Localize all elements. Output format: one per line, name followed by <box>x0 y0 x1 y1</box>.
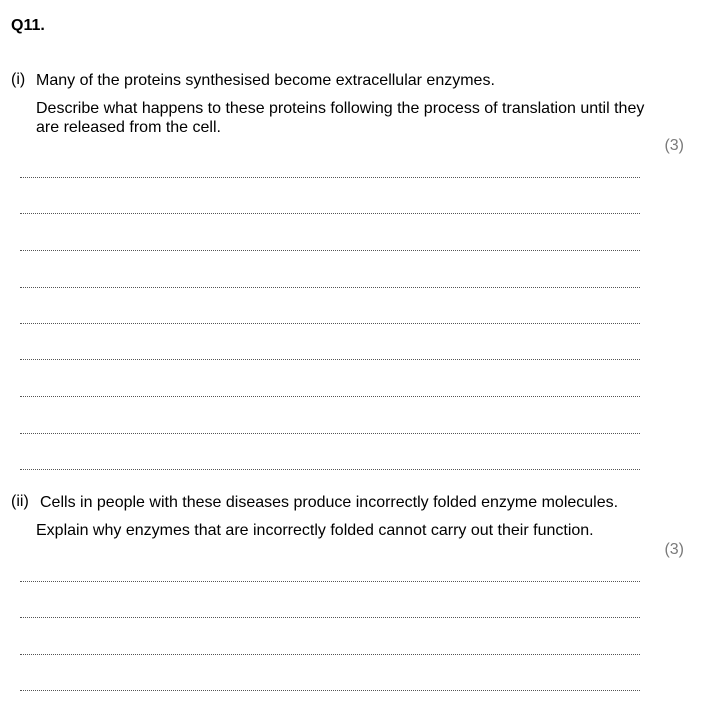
answer-line[interactable] <box>20 469 640 470</box>
answer-line[interactable] <box>20 433 640 434</box>
answer-line[interactable] <box>20 177 640 178</box>
answer-line[interactable] <box>20 287 640 288</box>
part-ii-prompt: Explain why enzymes that are incorrectly folded cannot carry out their function. <box>36 522 594 539</box>
part-i-prompt: Describe what happens to these proteins following the process of translation until they are released from the cell. <box>36 100 645 136</box>
answer-line[interactable] <box>20 617 640 618</box>
answer-line[interactable] <box>20 654 640 655</box>
part-i-label: (i) <box>11 71 26 88</box>
answer-line[interactable] <box>20 690 640 691</box>
part-ii-marks: (3) <box>664 541 684 558</box>
answer-line[interactable] <box>20 581 640 582</box>
part-ii-label: (ii) <box>11 493 29 510</box>
answer-line[interactable] <box>20 396 640 397</box>
part-i-marks: (3) <box>664 137 684 154</box>
answer-line[interactable] <box>20 359 640 360</box>
answer-line[interactable] <box>20 250 640 251</box>
part-ii-statement: Cells in people with these diseases produce incorrectly folded enzyme molecules. <box>40 494 619 511</box>
answer-line[interactable] <box>20 213 640 214</box>
question-number: Q11. <box>11 17 45 34</box>
answer-line[interactable] <box>20 323 640 324</box>
part-i-statement: Many of the proteins synthesised become extracellular enzymes. <box>36 72 495 89</box>
